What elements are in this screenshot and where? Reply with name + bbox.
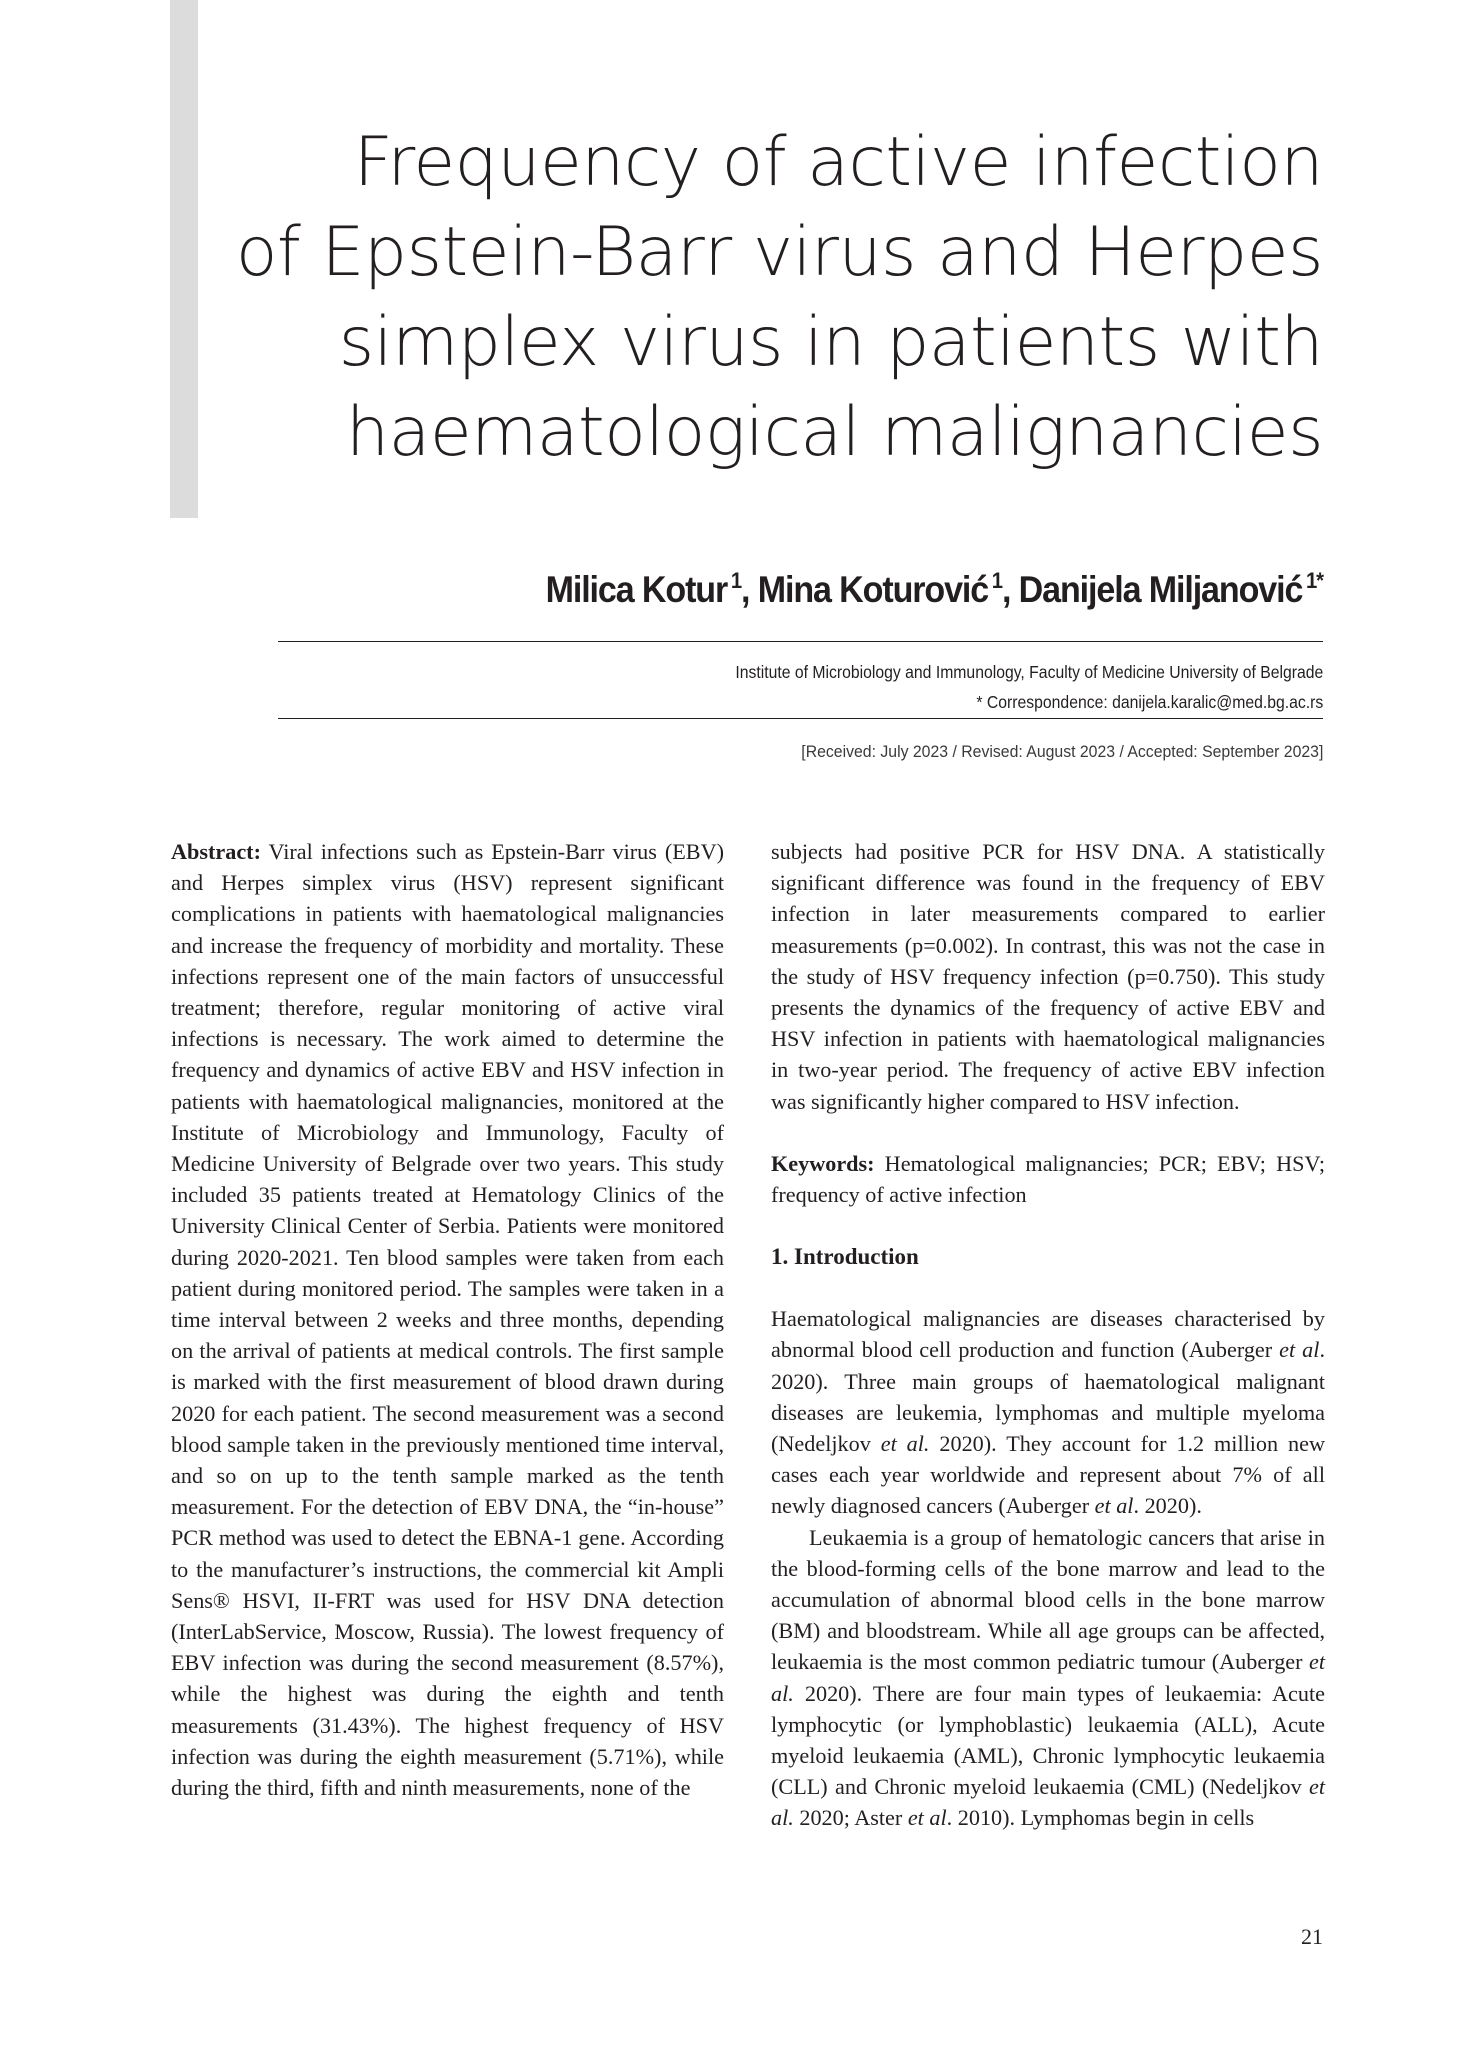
italic-text: et al. <box>771 1774 1325 1831</box>
abstract-text: Viral infections such as Epstein-Barr virus (EBV) and Herpes simplex virus (HSV) represent significant complications in patients with haematological malignancies and increase the frequency of morbidity and mortality. These infections represent one of the main factors of unsuccessful treatment; therefore, regular monitoring of active viral infections is necessary. The work aimed to determine the frequency and dynamics of active EBV and HSV infection in patients with haematological malignancies, monitored at the Institute of Microbiology and Immunology, Faculty of Medicine University of Belgrade over two years. This study included 35 patients treated at Hematology Clinics of the University Clinical Center of Serbia. Patients were monitored during 2020-2021. Ten blood samples were taken from each patient during monitored period. The samples were taken in a time interval between 2 weeks and three months, depending on the arrival of patients at medical controls. The first sample is marked with the first measurement of blood drawn during 2020 for each patient. The second measurement was a second blood sample taken in the previously mentioned time interval, and so on up to the tenth sample marked as the tenth measurement. For the detection of EBV DNA, the “in-house” PCR method was used to detect the EBNA-1 gene. According to the manufacturer’s instructions, the commercial kit Ampli Sens® HSVI, II-FRT was used for HSV DNA detection (InterLabService, Moscow, Russia). The lowest frequency of EBV infection was during the second measurement (8.57%), while the highest was during the eighth and tenth measurements (31.43%). The highest frequency of HSV infection was during the eighth measurement (5.71%), while during the third, fifth and ninth measurements, none of the <box>171 839 724 1801</box>
body-text: 2020; Aster <box>793 1805 908 1831</box>
author-list <box>546 568 1323 611</box>
author-affiliation-mark: 1 <box>991 568 1003 593</box>
body-text: Leukaemia is a group of hematologic cancers that arise in the blood-forming cells of the bone marrow and lead to the accumulation of abnormal blood cells in the bone marrow (BM) and bloodstream. While all age groups can be affected, leukaemia is the most common pediatric tumour (Auberger <box>771 1524 1325 1675</box>
title-line: of Epstein-Barr virus and Herpes <box>235 213 1323 292</box>
left-column <box>171 836 724 1803</box>
italic-text: et al. <box>880 1431 930 1457</box>
correspondence-email: * Correspondence: danijela.karalic@med.bg.ac.rs <box>976 692 1323 712</box>
author-separator: , <box>1002 569 1019 610</box>
body-text: . 2020). <box>1133 1493 1202 1519</box>
article-title <box>223 118 1323 478</box>
body-text: 2020). There are four main types of leukaemia: Acute lymphocytic (or lymphoblastic) leukaemia (ALL), Acute myeloid leukaemia (AML), Chronic lymphocytic leukaemia (CLL) and Chronic myeloid leukaemia (CML) (Nedeljkov <box>771 1680 1325 1800</box>
right-column <box>771 836 1325 1834</box>
author-affiliation-mark: 1* <box>1306 568 1323 593</box>
body-text: . 2010). Lymphomas begin in cells <box>946 1805 1255 1831</box>
top-divider <box>278 641 1323 642</box>
title-line: simplex virus in patients with <box>338 303 1323 382</box>
italic-text: et al <box>907 1805 947 1831</box>
author-name: Milica Kotur <box>545 569 728 610</box>
italic-text: et al <box>1094 1493 1134 1519</box>
author-name: Mina Koturović <box>757 569 989 610</box>
section-heading-introduction: 1. Introduction <box>771 1244 919 1270</box>
author-separator: , <box>741 569 758 610</box>
keywords-label: Keywords: <box>771 1150 875 1176</box>
author-name: Danijela Miljanović <box>1018 569 1303 610</box>
abstract-paragraph <box>171 836 724 1803</box>
title-line: haematological malignancies <box>346 393 1323 472</box>
body-text: 2020). They account for 1.2 million new cases each year worldwide and represent about 7% of all newly diagnosed cancers (Auberger <box>771 1431 1325 1519</box>
decorative-side-bar <box>170 0 198 518</box>
submission-dates: [Received: July 2023 / Revised: August 2023 / Accepted: September 2023] <box>800 742 1323 761</box>
page-number: 21 <box>1301 1924 1323 1949</box>
keywords-text: Hematological malignancies; PCR; EBV; HSV; frequency of active infection <box>771 1150 1325 1208</box>
body-text: Haematological malignancies are diseases characterised by abnormal blood cell production and function (Auberger <box>771 1306 1325 1363</box>
title-line: Frequency of active infection <box>353 123 1323 202</box>
abstract-label: Abstract: <box>171 839 261 864</box>
introduction-paragraph <box>771 1522 1325 1834</box>
affiliation: Institute of Microbiology and Immunology, Faculty of Medicine University of Belgrade <box>735 662 1323 682</box>
italic-text: et al. <box>771 1649 1325 1706</box>
affiliation-block <box>735 657 1323 717</box>
author-affiliation-mark: 1 <box>730 568 742 593</box>
abstract-continuation: subjects had positive PCR for HSV DNA. A statistically significant difference was found in the frequency of EBV infection in later measurements compared to earlier measurements (p=0.002). In contrast, this was not the case in the study of HSV frequency infection (p=0.750). This study presents the dynamics of the frequency of active EBV and HSV infection in patients with haematological malignancies in two-year period. The frequency of active EBV infection was significantly higher compared to HSV infection. <box>771 839 1325 1114</box>
bottom-divider <box>278 718 1323 719</box>
italic-text: et al <box>1279 1337 1320 1363</box>
introduction-paragraph <box>771 1303 1325 1521</box>
body-text: . 2020). Three main groups of haematological malignant diseases are leukemia, lymphomas and multiple myeloma (Nedeljkov <box>771 1337 1325 1457</box>
keywords-paragraph <box>771 1148 1325 1210</box>
